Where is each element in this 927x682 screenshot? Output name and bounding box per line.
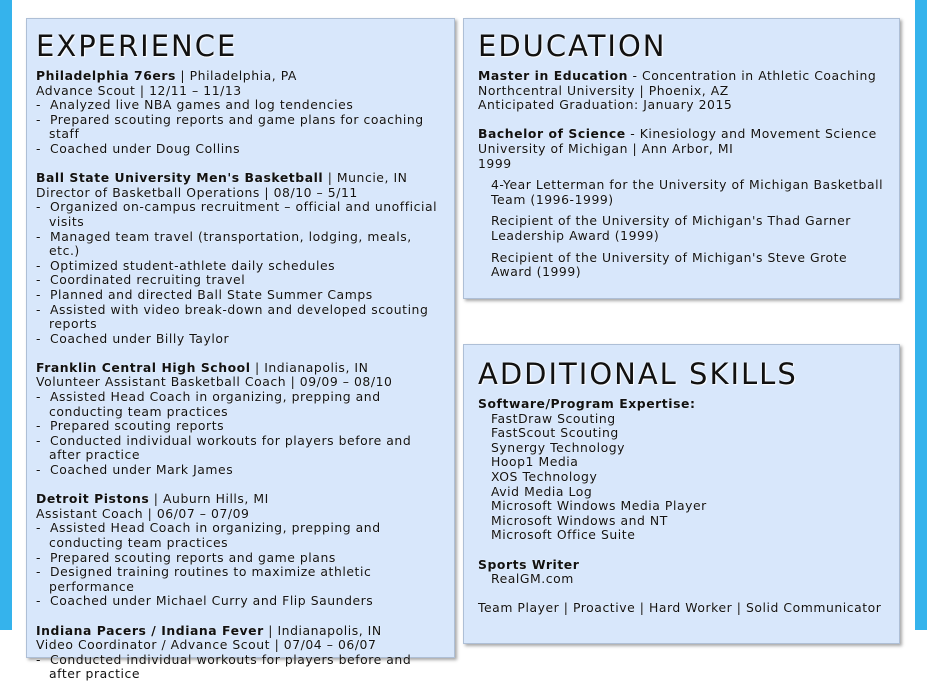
job-bullet: - Conducted individual workouts for players before and after practice (36, 651, 412, 682)
skill-item: Hoop1 Media (491, 454, 579, 470)
job-bullet: - Optimized student-athlete daily schedules (36, 257, 336, 273)
skill-item: FastScout Scouting (491, 425, 619, 441)
education-heading: EDUCATION (478, 29, 667, 63)
degree-entry (478, 127, 885, 171)
job-bullet: - Assisted Head Coach in organizing, prepping and conducting team practices (36, 389, 381, 419)
job-bullet: - Analyzed live NBA games and log tendencies (36, 97, 354, 113)
degree-field: - Concentration in Athletic Coaching (628, 68, 877, 83)
job-bullet: - Coordinated recruiting travel (36, 272, 246, 288)
degree-field: - Kinesiology and Movement Science (625, 126, 877, 142)
job-employer: Detroit Pistons (36, 491, 150, 507)
job-bullet: - Coached under Michael Curry and Flip Saunders (36, 593, 374, 609)
job-location: | Philadelphia, PA (175, 68, 297, 83)
job-employer: Franklin Central High School (36, 359, 251, 375)
job-entry (36, 171, 445, 346)
job-bullet: - Organized on-campus recruitment – official and unofficial visits (36, 199, 438, 229)
job-employer: Ball State University Men's Basketball (36, 170, 324, 186)
writer-label: Sports Writer (478, 556, 580, 572)
job-employer: Indiana Pacers / Indiana Fever (36, 622, 264, 638)
skills-panel (463, 344, 900, 644)
job-role: Video Coordinator / Advance Scout | 07/04 – 06/07 (36, 637, 377, 653)
job-bullet: - Prepared scouting reports and game plans for coaching staff (36, 111, 424, 142)
job-entry (36, 361, 445, 478)
degree-title: Master in Education (478, 68, 629, 83)
left-accent-bar (0, 0, 12, 630)
skills-heading: ADDITIONAL SKILLS (478, 357, 798, 391)
traits-line: Team Player | Proactive | Hard Worker | Solid Communicator (478, 600, 882, 616)
degree-entry (478, 69, 885, 113)
job-location: | Indianapolis, IN (250, 359, 369, 375)
experience-panel (26, 18, 455, 682)
skill-item: Microsoft Office Suite (491, 527, 636, 543)
skill-item: Synergy Technology (491, 439, 625, 455)
degree-date: Anticipated Graduation: January 2015 (478, 97, 733, 113)
job-bullet: - Conducted individual workouts for players before and after practice (36, 432, 412, 463)
job-role: Director of Basketball Operations | 08/10 – 5/11 (36, 184, 358, 200)
skill-item: Avid Media Log (491, 483, 593, 499)
job-bullet: - Coached under Doug Collins (36, 140, 241, 156)
experience-heading: EXPERIENCE (36, 29, 238, 63)
job-bullet: - Coached under Mark James (36, 462, 234, 478)
award-item: 4-Year Letterman for the University of Michigan Basketball Team (1996-1999) (491, 177, 884, 207)
job-role: Volunteer Assistant Basketball Coach | 09/09 – 08/10 (36, 374, 393, 390)
award-item: Recipient of the University of Michigan's Steve Grote Award (1999) (491, 249, 848, 280)
job-bullet: - Managed team travel (transportation, lodging, meals, etc.) (36, 228, 412, 259)
skill-item: FastDraw Scouting (491, 410, 616, 426)
job-bullet: - Assisted Head Coach in organizing, prepping and conducting team practices (36, 520, 381, 550)
job-entry (36, 624, 445, 682)
job-bullet: - Prepared scouting reports (36, 418, 225, 434)
writer-site: RealGM.com (491, 571, 574, 587)
job-entry (36, 492, 445, 609)
job-role: Assistant Coach | 06/07 – 07/09 (36, 505, 250, 521)
degree-date: 1999 (478, 155, 512, 171)
skill-item: XOS Technology (491, 468, 598, 484)
degree-school: University of Michigan | Ann Arbor, MI (478, 140, 734, 156)
education-panel (463, 18, 900, 299)
job-bullet: - Prepared scouting reports and game plans (36, 549, 336, 565)
job-employer: Philadelphia 76ers (36, 68, 176, 83)
degree-school: Northcentral University | Phoenix, AZ (478, 82, 729, 98)
job-bullet: - Assisted with video break-down and developed scouting reports (36, 301, 429, 332)
skill-item: Microsoft Windows Media Player (491, 498, 707, 514)
job-location: | Muncie, IN (323, 170, 408, 186)
job-location: | Indianapolis, IN (263, 622, 382, 638)
award-item: Recipient of the University of Michigan's Thad Garner Leadership Award (1999) (491, 213, 851, 243)
skill-item: Microsoft Windows and NT (491, 512, 668, 528)
degree-title: Bachelor of Science (478, 126, 626, 142)
right-accent-bar (915, 0, 927, 630)
job-role: Advance Scout | 12/11 – 11/13 (36, 82, 242, 98)
job-bullet: - Coached under Billy Taylor (36, 330, 230, 346)
job-bullet: - Planned and directed Ball State Summer Camps (36, 286, 373, 302)
job-location: | Auburn Hills, MI (149, 491, 269, 507)
job-bullet: - Designed training routines to maximize athletic performance (36, 564, 372, 594)
job-entry (36, 69, 445, 157)
software-label: Software/Program Expertise: (478, 396, 696, 411)
